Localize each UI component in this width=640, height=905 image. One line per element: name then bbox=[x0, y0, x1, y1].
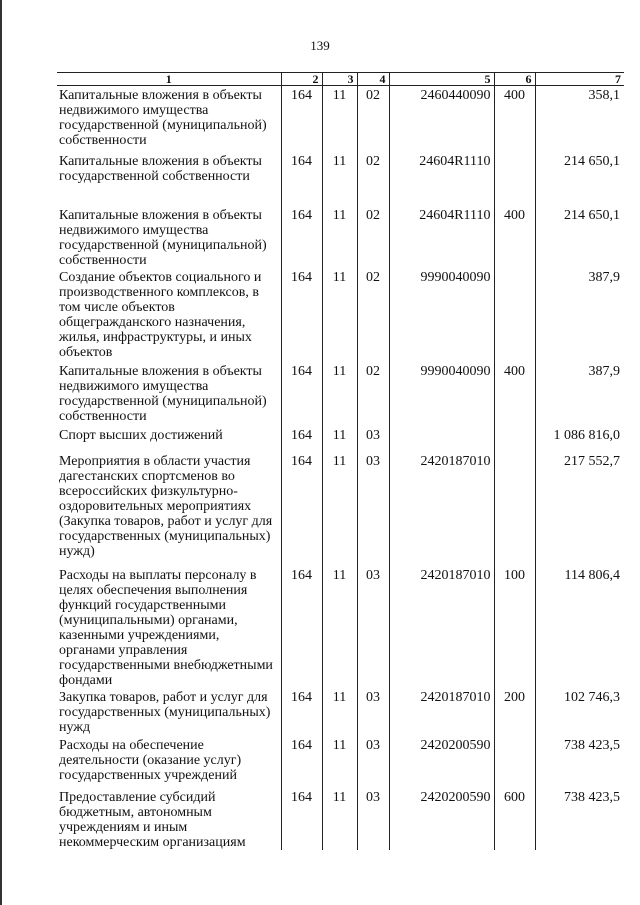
table-row bbox=[57, 736, 624, 788]
cell-c2: 164 bbox=[281, 152, 322, 206]
table-row bbox=[57, 362, 624, 426]
cell-code: 2420187010 bbox=[389, 566, 494, 688]
row-name: Мероприятия в области участия дагестанских спортсменов во всероссийских физкультурно-оздоровительных мероприятиях (Закупка товаров, работ и услуг для государственных (муниципальных) нужд) bbox=[59, 453, 273, 559]
cell-amount: 738 423,5 bbox=[535, 736, 624, 788]
cell-amount: 387,9 bbox=[535, 362, 624, 426]
table-row bbox=[57, 426, 624, 452]
cell-code bbox=[389, 426, 494, 452]
cell-c4: 03 bbox=[357, 566, 389, 688]
cell-c2: 164 bbox=[281, 362, 322, 426]
cell-code: 2420200590 bbox=[389, 736, 494, 788]
cell-c4: 03 bbox=[357, 452, 389, 566]
cell-amount: 738 423,5 bbox=[535, 788, 624, 850]
cell-c4: 02 bbox=[357, 206, 389, 268]
cell-c3: 11 bbox=[322, 736, 357, 788]
cell-c3: 11 bbox=[322, 86, 357, 152]
cell-amount: 217 552,7 bbox=[535, 452, 624, 566]
cell-c3: 11 bbox=[322, 788, 357, 850]
table-row bbox=[57, 152, 624, 206]
cell-c6 bbox=[494, 152, 535, 206]
cell-code: 24604R1110 bbox=[389, 206, 494, 268]
row-name: Спорт высших достижений bbox=[59, 427, 223, 443]
cell-c3: 11 bbox=[322, 688, 357, 736]
cell-c6 bbox=[494, 736, 535, 788]
cell-amount: 1 086 816,0 bbox=[535, 426, 624, 452]
cell-c4: 02 bbox=[357, 152, 389, 206]
table-row bbox=[57, 206, 624, 268]
column-header: 1 bbox=[57, 73, 281, 86]
column-header: 6 bbox=[494, 73, 535, 86]
cell-amount: 358,1 bbox=[535, 86, 624, 152]
row-name: Капитальные вложения в объекты недвижимого имущества государственной (муниципальной) собственности bbox=[59, 88, 267, 148]
budget-table bbox=[57, 72, 624, 850]
column-header: 4 bbox=[357, 73, 389, 86]
cell-c6 bbox=[494, 426, 535, 452]
cell-amount: 387,9 bbox=[535, 268, 624, 362]
cell-c4: 03 bbox=[357, 426, 389, 452]
cell-c4: 03 bbox=[357, 788, 389, 850]
cell-c3: 11 bbox=[322, 206, 357, 268]
cell-c4: 02 bbox=[357, 268, 389, 362]
cell-c3: 11 bbox=[322, 426, 357, 452]
cell-c2: 164 bbox=[281, 268, 322, 362]
column-header: 2 bbox=[281, 73, 322, 86]
column-header: 5 bbox=[389, 73, 494, 86]
cell-c3: 11 bbox=[322, 362, 357, 426]
cell-c6: 100 bbox=[494, 566, 535, 688]
cell-c4: 02 bbox=[357, 362, 389, 426]
row-name: Капитальные вложения в объекты недвижимого имущества государственной (муниципальной) собственности bbox=[59, 207, 267, 268]
cell-code: 2420187010 bbox=[389, 452, 494, 566]
table-row bbox=[57, 452, 624, 566]
cell-c6: 200 bbox=[494, 688, 535, 736]
table-row bbox=[57, 566, 624, 688]
cell-c6 bbox=[494, 452, 535, 566]
table-row bbox=[57, 86, 624, 152]
cell-code: 9990040090 bbox=[389, 362, 494, 426]
row-name: Закупка товаров, работ и услуг для государственных (муниципальных) нужд bbox=[59, 689, 271, 735]
row-name: Капитальные вложения в объекты недвижимого имущества государственной (муниципальной) собственности bbox=[59, 363, 267, 424]
cell-c2: 164 bbox=[281, 452, 322, 566]
cell-c2: 164 bbox=[281, 566, 322, 688]
cell-c4: 02 bbox=[357, 86, 389, 152]
cell-c4: 03 bbox=[357, 688, 389, 736]
cell-c6: 400 bbox=[494, 86, 535, 152]
cell-code: 2420187010 bbox=[389, 688, 494, 736]
row-name: Предоставление субсидий бюджетным, автономным учреждениям и иным некоммерческим организациям bbox=[59, 789, 246, 850]
cell-c6 bbox=[494, 268, 535, 362]
cell-c2: 164 bbox=[281, 86, 322, 152]
cell-c2: 164 bbox=[281, 206, 322, 268]
column-header: 7 bbox=[535, 73, 624, 86]
table-row bbox=[57, 688, 624, 736]
cell-c6: 400 bbox=[494, 206, 535, 268]
cell-c3: 11 bbox=[322, 452, 357, 566]
cell-code: 2460440090 bbox=[389, 86, 494, 152]
row-name: Расходы на выплаты персоналу в целях обеспечения выполнения функций государственными (муниципальными) органами, казенными учреждениями, органами управления государственными внебюджетными фондами bbox=[59, 567, 273, 688]
page-edge-line bbox=[0, 0, 2, 905]
cell-c4: 03 bbox=[357, 736, 389, 788]
cell-c2: 164 bbox=[281, 688, 322, 736]
cell-c3: 11 bbox=[322, 566, 357, 688]
cell-code: 2420200590 bbox=[389, 788, 494, 850]
table-row bbox=[57, 268, 624, 362]
page-number: 139 bbox=[310, 38, 330, 53]
cell-c3: 11 bbox=[322, 152, 357, 206]
cell-c2: 164 bbox=[281, 736, 322, 788]
cell-c3: 11 bbox=[322, 268, 357, 362]
cell-code: 9990040090 bbox=[389, 268, 494, 362]
cell-amount: 214 650,1 bbox=[535, 152, 624, 206]
cell-c6: 400 bbox=[494, 362, 535, 426]
cell-amount: 102 746,3 bbox=[535, 688, 624, 736]
row-name: Создание объектов социального и производственного комплексов, в том числе объектов общегражданского назначения, жилья, инфраструктуры, и иных объектов bbox=[59, 269, 262, 360]
table-header-row bbox=[57, 73, 624, 86]
row-name: Расходы на обеспечение деятельности (оказание услуг) государственных учреждений bbox=[59, 737, 242, 783]
cell-code: 24604R1110 bbox=[389, 152, 494, 206]
cell-c2: 164 bbox=[281, 426, 322, 452]
row-name: Капитальные вложения в объекты государственной собственности bbox=[59, 153, 262, 184]
cell-c2: 164 bbox=[281, 788, 322, 850]
column-header: 3 bbox=[322, 73, 357, 86]
cell-c6: 600 bbox=[494, 788, 535, 850]
table-row bbox=[57, 788, 624, 850]
cell-amount: 214 650,1 bbox=[535, 206, 624, 268]
cell-amount: 114 806,4 bbox=[535, 566, 624, 688]
